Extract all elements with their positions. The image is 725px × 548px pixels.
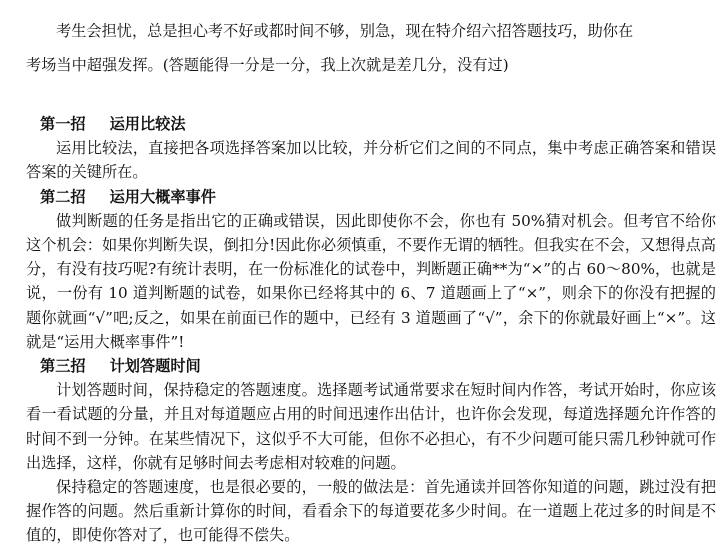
section-3-paragraph-2: 保持稳定的答题速度，也是很必要的，一般的做法是：首先通读并回答你知道的问题，跳过没有把握作答的问题。然后重新计算你的时间，看看余下的每道要花多少时间。在一道题上花过多的时间是不值的，即使你答对了，也可能得不偿失。 [26,478,716,545]
intro-line-2: 考场当中超强发挥。(答题能得一分是一分，我上次就是差几分，没有过) [26,56,509,74]
section-title: 计划答题时间 [109,357,201,376]
section-1-paragraph: 运用比较法，直接把各项选择答案加以比较，并分析它们之间的不同点，集中考虑正确答案和错误答案的关键所在。 [26,139,716,182]
section-2-paragraph: 做判断题的任务是指出它的正确或错误，因此即使你不会，你也有 50%猜对机会。但考官不给你这个机会：如果你判断失误，倒扣分!因此你必须慎重，不要作无谓的牺牲。但我实在不会，又想得点高分，有没有技巧呢?有统计表明，在一份标准化的试卷中，判断题正确**为“×”的占 60～80%，也就是说，一份有 10 道判断题的试卷，如果你已经将其中的 6、7 道题画上了“×”，则余下的你没有把握的题你就画“√”吧;反之，如果在前面已作的题中，已经有 3 道题画了“√”，余下的你就最好画上“×”。这就是“运用大概率事件”! [26,211,716,351]
section-number: 第一招 [40,115,86,133]
section-heading-1 [26,112,716,136]
intro-line-1: 考生会担忧，总是担心考不好或都时间不够，别急，现在特介绍六招答题技巧，助你在 [56,22,634,40]
section-title: 运用大概率事件 [109,187,216,206]
section-number: 第二招 [40,187,86,206]
section-heading-2 [26,185,716,209]
section-heading-3 [26,354,716,378]
section-3-paragraph-1: 计划答题时间，保持稳定的答题速度。选择题考试通常要求在短时间内作答，考试开始时，你应该看一看试题的分量，并且对每道题应占用的时间迅速作出估计，也许你会发现，每道选择题允许作答的时间不到一分钟。在某些情况下，这似乎不大可能，但你不必担心，有不少问题可能只需几秒钟就可作出选择，这样，你就有足够时间去考虑相对较难的问题。 [26,381,716,472]
section-title: 运用比较法 [109,115,186,133]
section-number: 第三招 [40,357,86,376]
article-body [26,112,716,548]
